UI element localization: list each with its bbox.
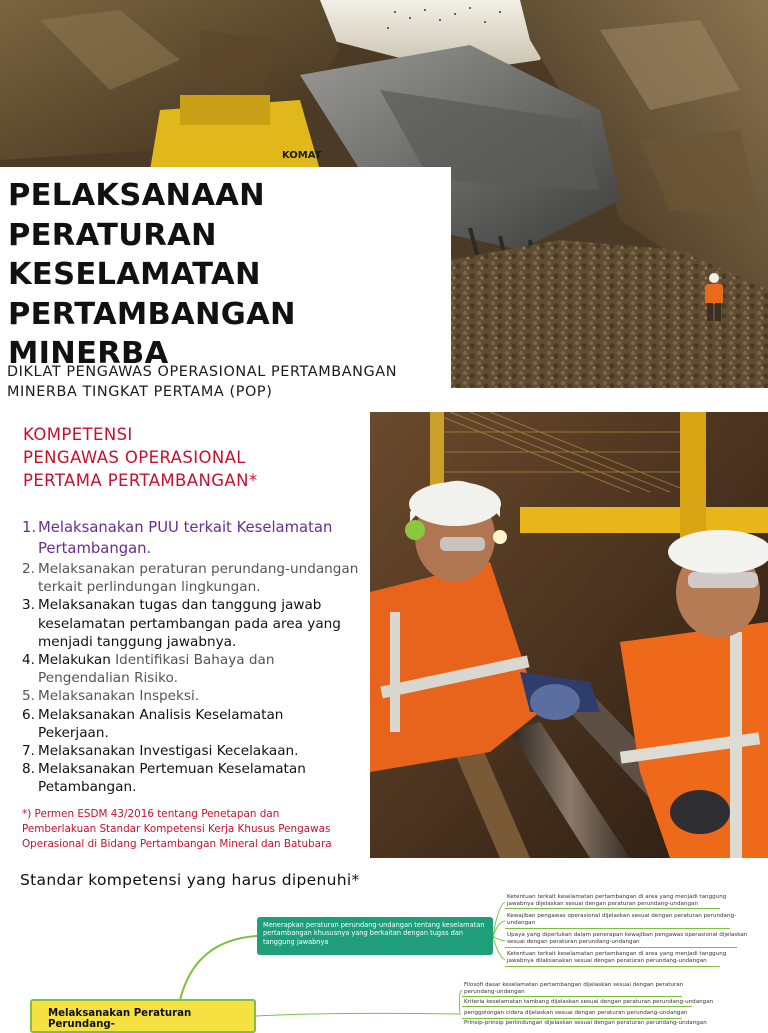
node-line: pertambangan khususnya yang berkaitan dengan tugas dan <box>263 929 464 938</box>
footnote-line: Operasional di Bidang Pertambangan Mineral dan Batubara <box>22 838 332 850</box>
leaf-line-text: Ketentuan terkait keselamatan pertambangan di area yang menjadi tanggung <box>507 951 727 957</box>
list-item <box>22 560 367 596</box>
subtitle-line: MINERBA TINGKAT PERTAMA (POP) <box>7 384 273 400</box>
list-item <box>22 651 367 687</box>
workers-illustration <box>370 412 768 858</box>
mindmap-leaf <box>507 894 757 908</box>
list-item <box>22 706 367 742</box>
list-text: Melaksanakan tugas dan tanggung jawab <box>38 597 322 614</box>
list-item <box>22 596 367 651</box>
list-item <box>22 517 367 559</box>
standar-title: Standar kompetensi yang harus dipenuhi* <box>20 871 360 889</box>
leaf-underline <box>505 966 720 967</box>
leaf-line-text: Filosofi dasar keselamatan pertambangan dijelaskan sesuai dengan peraturan <box>464 982 684 988</box>
mindmap-leaf <box>464 999 714 1006</box>
page-title <box>8 176 448 374</box>
leaf-line-text: Ketentuan terkait keselamatan pertambangan di area yang menjadi tanggung <box>507 894 727 900</box>
kompetensi-heading <box>23 423 353 492</box>
title-line: PELAKSANAAN <box>8 178 265 213</box>
leaf-underline <box>505 908 720 909</box>
leaf-line-text: jawabnya dilaksanakan sesuai dengan peraturan perundang-undangan <box>507 957 707 964</box>
page-subtitle <box>7 362 447 402</box>
footnote-line: *) Permen ESDM 43/2016 tentang Penetapan dan <box>22 808 280 820</box>
list-number: 3. <box>22 597 35 614</box>
hero-banner <box>0 0 768 400</box>
title-line: KESELAMATAN <box>8 257 261 292</box>
mindmap-node-main: Melaksanakan Peraturan Perundang- <box>30 999 256 1033</box>
leaf-line-text: sesuai dengan peraturan perundang-undangan <box>507 938 640 945</box>
list-text: Petambangan. <box>38 779 137 796</box>
leaf-line-text: Prinsip-prinsip perlindungan dijelaskan sesuai dengan peraturan perundang-undangan <box>464 1020 707 1026</box>
mindmap-leaf <box>464 982 714 996</box>
leaf-line-text: Kewajiban pengawas operasional dijelaskan sesuai dengan peraturan perundang- <box>507 913 737 919</box>
leaf-line-text: Kriteria keselamatan tambang dijelaskan sesuai dengan peraturan perundang-undangan <box>464 999 714 1005</box>
leaf-line-text: perundang-undangan <box>464 988 525 995</box>
leaf-line-text: penggolongan cidera dijelaskan sesuai dengan peraturan perundang-undangan <box>464 1010 688 1016</box>
list-text: Melaksanakan Inspeksi. <box>38 688 200 705</box>
list-item <box>22 687 367 705</box>
leaf-underline <box>462 996 682 997</box>
node-line: tanggung jawabnya <box>263 937 329 946</box>
regulation-footnote <box>22 807 352 852</box>
leaf-line-text: jawabnya dijelaskan sesuai dengan peraturan perundang-undangan <box>507 900 699 907</box>
list-text: Identifikasi Bahaya dan <box>115 652 275 669</box>
list-text: Pengendalian Risiko. <box>38 670 178 687</box>
footnote-line: Pemberlakuan Standar Kompetensi Kerja Khusus Pengawas <box>22 823 331 835</box>
list-text: Melaksanakan PUU terkait Keselamatan <box>38 519 333 536</box>
list-number: 5. <box>22 688 35 705</box>
title-line: PERTAMBANGAN <box>8 296 296 332</box>
list-text-prefix: Melakukan <box>38 652 116 669</box>
list-number: 2. <box>22 561 35 577</box>
heading-line: PENGAWAS OPERASIONAL <box>23 448 246 467</box>
mindmap-node-green <box>257 917 493 955</box>
kompetensi-list <box>22 517 367 797</box>
node-line: Menerapkan peraturan perundang-undangan tentang keselamatan <box>263 921 485 929</box>
list-text: menjadi tanggung jawabnya. <box>38 633 237 650</box>
list-text: keselamatan pertambangan pada area yang <box>38 615 341 632</box>
leaf-line-text: Upaya yang diperlukan dalam penerapan kewajiban pengawas operasional dijelaskan <box>507 932 748 938</box>
machine-brand-label: KOMAT <box>282 150 322 161</box>
leaf-underline <box>462 1018 682 1019</box>
list-text: Pekerjaan. <box>38 724 109 741</box>
subtitle-line: DIKLAT PENGAWAS OPERASIONAL PERTAMBANGAN <box>7 364 398 380</box>
list-number: 7. <box>22 743 35 760</box>
mindmap-leaf <box>507 951 757 965</box>
workers-drilling-photo <box>370 412 768 858</box>
list-item <box>22 760 367 796</box>
list-text: Melaksanakan Investigasi Kecelakaan. <box>38 743 299 760</box>
list-text: Melaksanakan Pertemuan Keselamatan <box>38 761 306 778</box>
mindmap-leaf <box>464 1020 714 1027</box>
list-text: Melaksanakan Analisis Keselamatan <box>38 706 284 723</box>
list-number: 4. <box>22 652 35 669</box>
mindmap-leaf <box>507 913 757 927</box>
list-number: 1. <box>22 519 37 536</box>
list-item <box>22 742 367 760</box>
mindmap-leaf <box>507 932 757 946</box>
heading-line: KOMPETENSI <box>23 425 133 444</box>
heading-line: PERTAMA PERTAMBANGAN* <box>23 471 258 490</box>
leaf-underline <box>505 947 737 948</box>
list-number: 6. <box>22 706 35 723</box>
title-line: PERATURAN <box>8 217 217 253</box>
leaf-underline <box>505 928 730 929</box>
leaf-line-text: undangan <box>507 919 536 926</box>
mindmap-leaf <box>464 1010 714 1017</box>
list-text: Pertambangan. <box>38 540 152 557</box>
list-number: 8. <box>22 761 35 778</box>
list-text: Melaksanakan peraturan perundang-undangan <box>38 561 359 577</box>
title-line: MINERBA <box>8 336 169 371</box>
list-text: terkait perlindungan lingkungan. <box>38 579 261 596</box>
leaf-underline <box>462 1006 692 1007</box>
